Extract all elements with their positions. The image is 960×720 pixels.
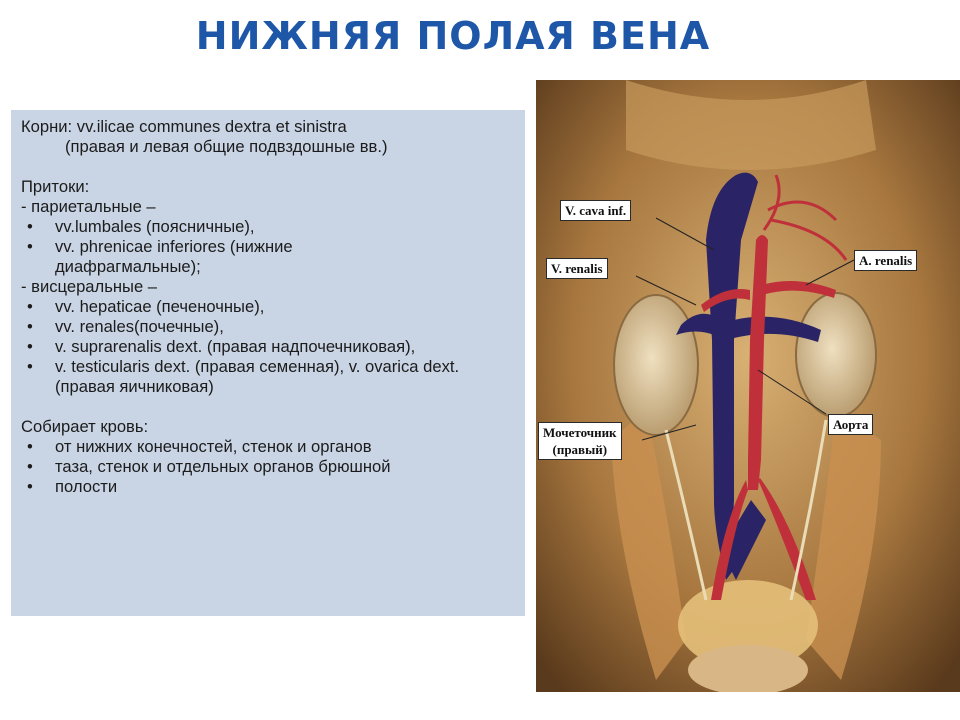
roots-line: Корни: vv.ilicae communes dextra et sinistra <box>21 117 347 136</box>
label-ureter-line2: (правый) <box>552 442 608 457</box>
list-item <box>21 437 515 457</box>
collects-heading: Собирает кровь: <box>21 417 149 436</box>
roots-translation: (правая и левая общие подвздошные вв.) <box>65 137 388 156</box>
list-item-text: v. suprarenalis dext. (правая надпочечниковая), <box>55 337 416 356</box>
label-ureter-line1: Мочеточник <box>543 425 617 440</box>
label-renal-vein: V. renalis <box>546 258 608 279</box>
label-vena-cava: V. cava inf. <box>560 200 631 221</box>
bullet: • <box>27 217 33 236</box>
list-item <box>21 317 515 337</box>
list-item <box>21 477 515 497</box>
list-item-text: от нижних конечностей, стенок и органов <box>55 437 372 456</box>
anatomy-figure <box>536 80 960 692</box>
tributaries-heading: Притоки: <box>21 177 90 196</box>
list-item <box>21 357 515 397</box>
label-ureter <box>538 422 622 460</box>
list-item <box>21 457 515 477</box>
bullet: • <box>27 357 33 376</box>
bullet: • <box>27 297 33 316</box>
bullet: • <box>27 477 33 496</box>
bullet: • <box>27 457 33 476</box>
parietal-heading: - париетальные – <box>21 197 156 216</box>
list-item <box>21 297 515 317</box>
page-title: НИЖНЯЯ ПОЛАЯ ВЕНА <box>195 14 711 58</box>
list-item-text: таза, стенок и отдельных органов брюшной <box>55 457 391 476</box>
anatomy-illustration <box>536 80 960 692</box>
bullet: • <box>27 437 33 456</box>
list-item-text: vv. phrenicae inferiores (нижние диафрагмальные); <box>55 237 293 276</box>
visceral-heading: - висцеральные – <box>21 277 158 296</box>
text-panel <box>11 110 525 616</box>
list-item-text: v. testicularis dext. (правая семенная), v. ovarica dext. (правая яичниковая) <box>55 357 460 396</box>
list-item-text: vv. renales(почечные), <box>55 317 224 336</box>
list-item-text: полости <box>55 477 118 496</box>
label-renal-artery: A. renalis <box>854 250 917 271</box>
list-item <box>21 237 515 277</box>
bullet: • <box>27 317 33 336</box>
bullet: • <box>27 337 33 356</box>
list-item-text: vv. hepaticae (печеночные), <box>55 297 265 316</box>
bullet: • <box>27 237 33 256</box>
list-item <box>21 337 515 357</box>
list-item-text: vv.lumbales (поясничные), <box>55 217 255 236</box>
list-item <box>21 217 515 237</box>
label-aorta: Аорта <box>828 414 873 435</box>
